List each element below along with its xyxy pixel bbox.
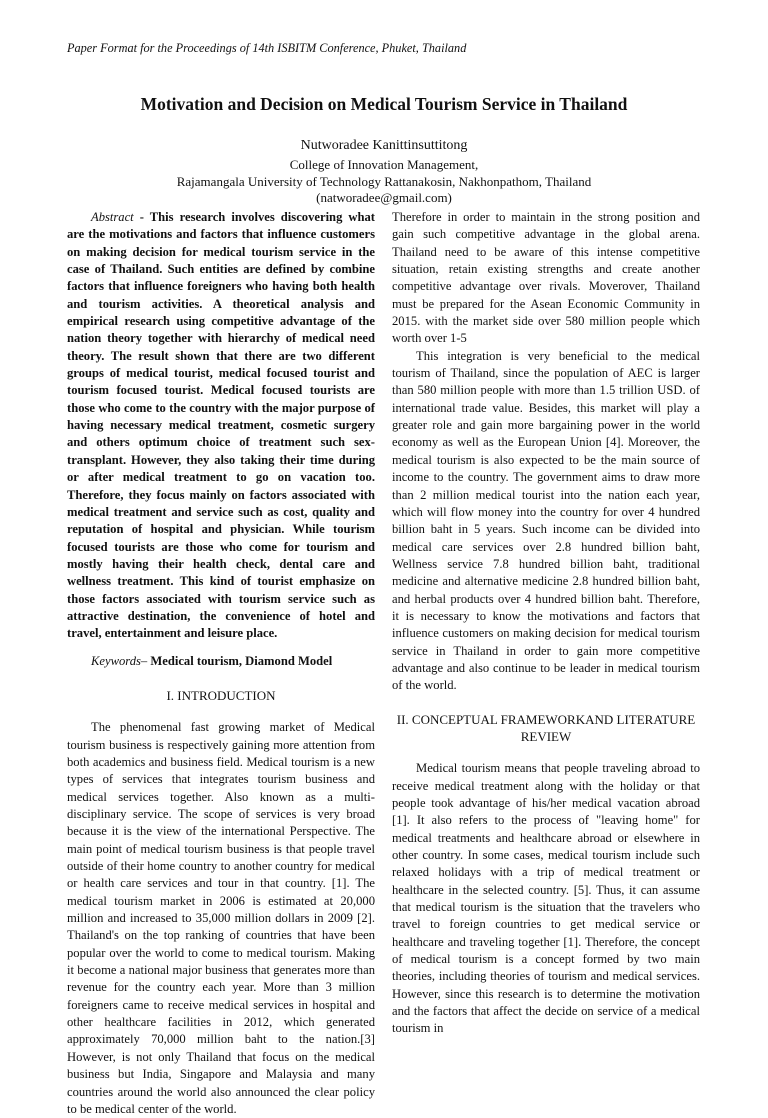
paragraph: The phenomenal fast growing market of Medical tourism business is respectively gaining more attention from both academics and business field. Medical tourism is a new types of services that integrates tourism business and medical services together. Also known as a multi-disciplinary service. The scope of services is very broad because it is the view of the international Perspective. The main point of medical tourism business is that people travel outside of their home country to another country for medical or health care services and tour in that country. [1]. The medical tourism market in 2006 is estimated at 20,000 million and increased to 35,000 million dollars in 2009 [2]. Thailand's on the top ranking of countries that have been popular over the world to come to medical tourism. Making it become a national major business that generates more than revenue for the country each year. More than 3 million foreigners came to receive medical services in hospital and other healthcare facilities in 2012, which generated approximately 70,000 million baht to the nation.[3] However, is not only Thailand that focus on the medical business but India, Singapore and Malaysia and many countries around the world also announced the clear policy to be medical center of the world.	[67, 720, 375, 1116]
paper-title: Motivation and Decision on Medical Tourism Service in Thailand	[140, 94, 628, 114]
abstract-separator: -	[133, 210, 150, 224]
author-name: Nutworadee Kanittinsuttitong	[300, 138, 468, 153]
abstract-label: Abstract	[91, 210, 134, 224]
affiliation-line: College of Innovation Management,	[289, 157, 479, 172]
right-column	[392, 209, 700, 1038]
keywords	[67, 653, 375, 670]
keywords-label: Keywords–	[91, 653, 148, 668]
author-email: (natworadee@gmail.com)	[316, 190, 452, 205]
affiliation	[0, 157, 768, 207]
paragraph: Medical tourism means that people traveling abroad to receive medical treatment along with the holiday or that people took advantage of his/her medical vacation abroad [1]. It also refers to the process of "leaving home" for medical treatments and healthcare abroad or elsewhere in other country. In some cases, medical tourism include such relaxed holidays with a trip of medical treatment or healthcare in the selected country. [5]. Thus, it can assume that medical tourism is the situation that the travelers who travel to foreign countries to get medical service or healthcare and traveling together [1]. Therefore, the concept of medical tourism is a concept formed by two main theories, including theories of tourism and medical services. However, since this research is to determine the motivation and the factors that affect the decide on service of a medical tourism in	[392, 761, 700, 1036]
keywords-text: Medical tourism, Diamond Model	[147, 653, 333, 668]
section-heading-conceptual-framework: II. CONCEPTUAL FRAMEWORKAND LITERATURE REVIEW	[396, 711, 696, 744]
affiliation-line: Rajamangala University of Technology Rattanakosin, Nakhonpathom, Thailand	[176, 173, 592, 189]
paragraph: Therefore in order to maintain in the strong position and gain such competitive advantage in the global arena. Thailand need to be aware of this intense competitive situation, retain existing strengths and create another competitive advantage over rivals. Moverover, Thailand must be prepared for the Asean Economic Community in 2015. with the market side over 580 million people which worth over 1-5	[392, 210, 700, 346]
left-column	[67, 209, 375, 1118]
running-header: Paper Format for the Proceedings of 14th ISBITM Conference, Phuket, Thailand	[67, 41, 467, 55]
abstract	[67, 209, 375, 643]
abstract-text: This research involves discovering what are the motivations and factors that influence customers on making decision for medical tourism service in the case of Thailand. Such entities are defined by combine factors that influence foreigners who having both health and tourism activities. A theoretical analysis and empirical research using competitive advantage of the nation theory together with hierarchy of medical need theory. The result shown that there are two different groups of medical tourist, medical focused tourist and tourism focused tourist. Medical focused tourists are those who come to the country with the major purpose of having necessary medical treatment, cosmetic surgery and others optimum choice of treatment such sex-transplant. However, they also taking their time during or after medical treatment to go on vacation too. Therefore, they focus mainly on factors associated with medical treatment and service such as cost, quality and reputation of hospital and physician. While tourism focused tourists are those who come for tourism and mostly having their health check, dental care and wellness treatment. This kind of tourist emphasize on those factors associated with tourism service such as attractive destination, the convenience of hotel and travel, entertainment and leisure place.	[67, 210, 376, 641]
section-heading-introduction: I. INTRODUCTION	[166, 687, 276, 703]
paragraph: This integration is very beneficial to the medical tourism of Thailand, since the population of AEC is larger than 580 million people with more than 1.5 trillion USD. of international trade value. Besides, this market will play a greater role and gain more bargaining power in the world economy as well as the European Union [4]. Moreover, the medical tourism is also expected to be the main source of income to the country. The government aims to draw more than 2 million medical tourist into the nation each year, which will flow money into the country for over 4 hundred billion baht in 5 years. Such income can be divided into medical care services over 2.8 hundred billion baht, Wellness service 7.8 hundred billion baht, traditional medicine and alternative medicine 2.8 hundred billion baht, and herbal products over 4 hundred billion baht. Therefore, it is necessary to know the motivations and factors that influence customers on making decision for medical tourism service in Thailand in order to gain more competitive advantage and also continue to be leader in medical tourism of the world.	[392, 348, 700, 693]
